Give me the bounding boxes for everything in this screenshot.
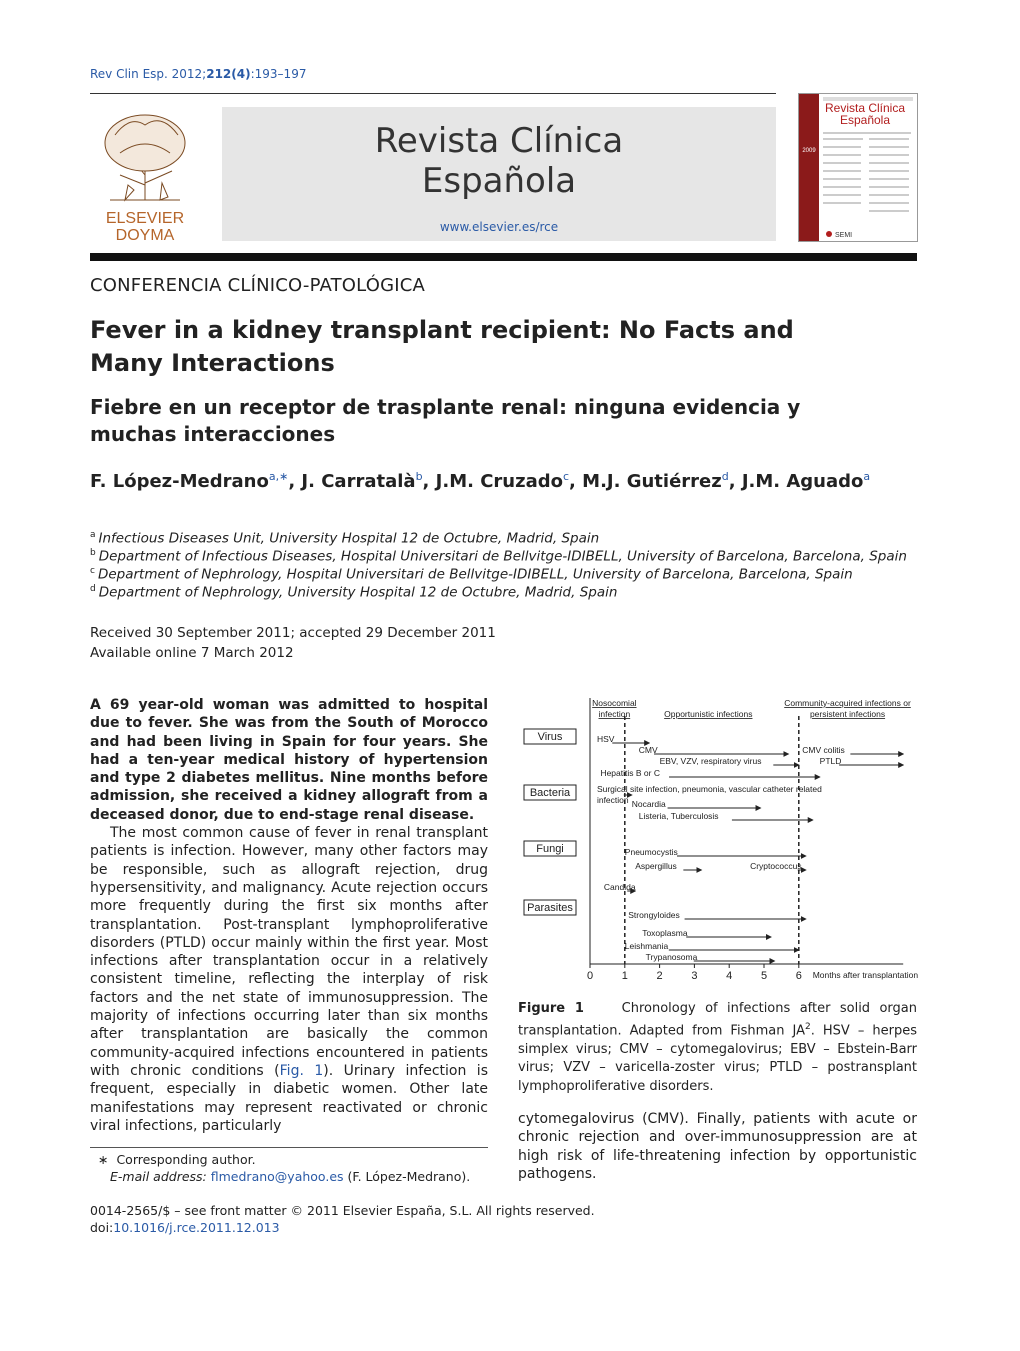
- x-tick-label: 2: [656, 970, 663, 982]
- available-date: Available online 7 March 2012: [90, 645, 294, 661]
- journal-cover-thumbnail: [798, 93, 918, 242]
- bar-label: Pneumocystis: [624, 847, 678, 857]
- bar-label: PTLD: [819, 756, 842, 766]
- bar-label: Hepatitis B or C: [600, 768, 660, 778]
- group-label: Fungi: [536, 843, 564, 855]
- bar-label: Candida: [603, 882, 636, 892]
- journal-masthead: [222, 107, 776, 241]
- header-rule: [90, 93, 776, 94]
- author-affiliation-mark: a: [863, 470, 871, 483]
- corresponding-footnote: ∗ Corresponding author. E-mail address: flmedrano@yahoo.es (F. López-Medrano).: [98, 1152, 471, 1184]
- body-paragraph: The most common cause of fever in renal transplant patients is infection. However, many other factors may be responsible, such as allograft rejection, drug hypersensitivity, and malignancy. Acute rejection occurs more frequently during the first six months after transplantation. Post-transplant lymphoproliferative disorders (PTLD) occur mainly within the first year. Most infections after transplantation occur in a relatively consistent timeline, reflecting the interplay of risk factors and the net state of immunosuppression. The majority of infections occurring later than six months after transplantation are basically the common community-acquired infections encountered in patients with chronic conditions (Fig. 1). Urinary infection is frequent, especially in diabetic women. Other late manifestations may represent reactivated or chronic viral infections, particularly: [90, 825, 488, 1134]
- body-paragraph: cytomegalovirus (CMV). Finally, patients with acute or chronic rejection and over-immunosuppression are at high risk of life-threatening infection by opportunistic pathogens.: [518, 1111, 917, 1182]
- article-title: Fever in a kidney transplant recipient: No Facts and Many Interactions: [90, 316, 794, 377]
- elsevier-tree-icon: [90, 105, 200, 243]
- x-tick-label: 4: [726, 970, 733, 982]
- received-date: Received 30 September 2011; accepted 29 December 2011: [90, 625, 496, 641]
- bar-label: Leishmania: [624, 941, 669, 951]
- bar-label: Toxoplasma: [642, 928, 688, 938]
- lead-paragraph: A 69 year-old woman was admitted to hospital due to fever. She was from the South of Morocco and had been living in Spain for four years. She had a ten-year medical history of hypertension and type 2 diabetes mellitus. Nine months before admission, she received a kidney allograft from a deceased donor, due to end-stage renal disease.: [90, 697, 488, 823]
- publisher-line1: ELSEVIER: [105, 210, 185, 227]
- phase-label: Community-acquired infections or: [784, 698, 911, 708]
- author[interactable]: M.J. Gutiérrez$^d$: [582, 470, 729, 492]
- phase-label: Opportunistic infections: [664, 709, 753, 719]
- affiliation: $^c$ Department of Nephrology, Hospital Universitari de Bellvitge-IDIBELL, University of Barcelona, Barcelona, Spain: [90, 566, 853, 583]
- bar-label: EBV, VZV, respiratory virus: [659, 756, 762, 766]
- email-link[interactable]: flmedrano@yahoo.es: [210, 1169, 344, 1184]
- bar-label: Cryptococcus: [750, 861, 802, 871]
- publisher-line2: DOYMA: [115, 227, 175, 243]
- figure-1-link[interactable]: Fig. 1: [279, 1062, 324, 1079]
- cover-title-line2: Española: [839, 113, 891, 127]
- bar-label: CMV colitis: [802, 745, 845, 755]
- figure-1: [515, 694, 920, 990]
- author-affiliation-mark: b: [415, 470, 423, 483]
- author-affiliation-mark: a,∗: [268, 470, 289, 483]
- bar-label: Trypanosoma: [645, 952, 698, 962]
- bar-label: Nocardia: [631, 799, 666, 809]
- x-tick-label: 0: [586, 970, 594, 982]
- phase-label: persistent infections: [809, 709, 886, 719]
- bar-label: Surgical site infection, pneumonia, vascular catheter related: [596, 784, 822, 794]
- x-tick-label: 1: [621, 970, 628, 982]
- citation-prefix: Rev Clin Esp. 2012;: [90, 67, 207, 81]
- affiliation: $^d$ Department of Nephrology, University Hospital 12 de Octubre, Madrid, Spain: [90, 584, 618, 601]
- author[interactable]: J. Carratalà$^b$: [301, 470, 423, 492]
- body-left-column: [90, 696, 488, 1135]
- footnote-rule: [90, 1147, 488, 1148]
- author[interactable]: F. López-Medrano$^{a,∗}$: [90, 470, 289, 492]
- group-label: Virus: [537, 731, 563, 743]
- citation-pages: :193–197: [250, 67, 307, 81]
- bar-label: HSV: [596, 734, 615, 744]
- doi-link[interactable]: 10.1016/j.rce.2011.12.013: [113, 1220, 280, 1235]
- copyright-line: 0014-2565/$ – see front matter © 2011 Elsevier España, S.L. All rights reserved.: [90, 1203, 595, 1218]
- x-tick-label: 5: [760, 970, 768, 982]
- article-subtitle: Fiebre en un receptor de trasplante renal: ninguna evidencia y muchas interacciones: [90, 395, 801, 446]
- bar-label: Strongyloides: [628, 910, 680, 920]
- phase-label: Nosocomial: [592, 698, 637, 708]
- cover-logo: SEMI: [835, 232, 853, 239]
- affiliation: $^b$ Department of Infectious Diseases, Hospital Universitari de Bellvitge-IDIBELL, University of Barcelona, Barcelona, Spain: [90, 548, 907, 565]
- author-affiliation-mark: d: [721, 470, 729, 483]
- affiliation: $^a$ Infectious Diseases Unit, University Hospital 12 de Octubre, Madrid, Spain: [90, 530, 600, 547]
- bar-label: CMV: [638, 745, 658, 755]
- elsevier-logo: [90, 105, 200, 243]
- group-label: Parasites: [527, 902, 573, 914]
- bar-label: Listeria, Tuberculosis: [638, 811, 719, 821]
- body-right-column: [518, 1110, 917, 1183]
- header-thick-rule: [90, 253, 917, 261]
- copyright-block: 0014-2565/$ – see front matter © 2011 Elsevier España, S.L. All rights reserved. doi:10.1016/j.rce.2011.12.013: [90, 1203, 595, 1235]
- bar-label: infection: [596, 795, 629, 805]
- x-tick-label: 6: [795, 970, 802, 982]
- author[interactable]: J.M. Aguado$^a$: [741, 470, 871, 492]
- journal-name: [222, 121, 776, 201]
- author-affiliation-mark: c: [562, 470, 570, 483]
- phase-label: infection: [598, 709, 631, 719]
- citation-volume: 212(4): [206, 67, 251, 81]
- author-list: F. López-Medrano$^{a,∗}$, J. Carratalà$^b$, J.M. Cruzado$^c$, M.J. Gutiérrez$^d$, J.M. Aguado$^a$: [90, 470, 871, 492]
- group-label: Bacteria: [529, 787, 571, 799]
- journal-citation[interactable]: [90, 67, 306, 81]
- bar-label: Aspergillus: [635, 861, 677, 871]
- cover-year: 2009: [802, 148, 816, 154]
- caption-label: Figure 1: [518, 1001, 584, 1016]
- section-heading: CONFERENCIA CLÍNICO-PATOLÓGICA: [90, 275, 426, 296]
- journal-url-link[interactable]: www.elsevier.es/rce: [439, 220, 559, 234]
- cover-image: [799, 94, 917, 241]
- cover-title-line1: Revista Clínica: [824, 101, 906, 115]
- infection-timeline-chart: [515, 694, 920, 990]
- x-axis-unit-label: Months after transplantation: [812, 970, 919, 980]
- x-tick-label: 3: [691, 970, 698, 982]
- figure-caption: Figure 1 Chronology of infections after solid organ transplantation. Adapted from Fishman $JA^2$. HSV – herpes simplex virus; CMV – cytomegalovirus; EBV – Ebstein-Barr virus; VZV – varicella-zoster virus; PTLD – postransplant lymphoproliferative disorders.: [518, 1001, 918, 1094]
- journal-name-line1: Revista Clínica: [374, 121, 624, 161]
- journal-name-line2: Española: [421, 161, 577, 201]
- author[interactable]: J.M. Cruzado$^c$: [435, 470, 570, 492]
